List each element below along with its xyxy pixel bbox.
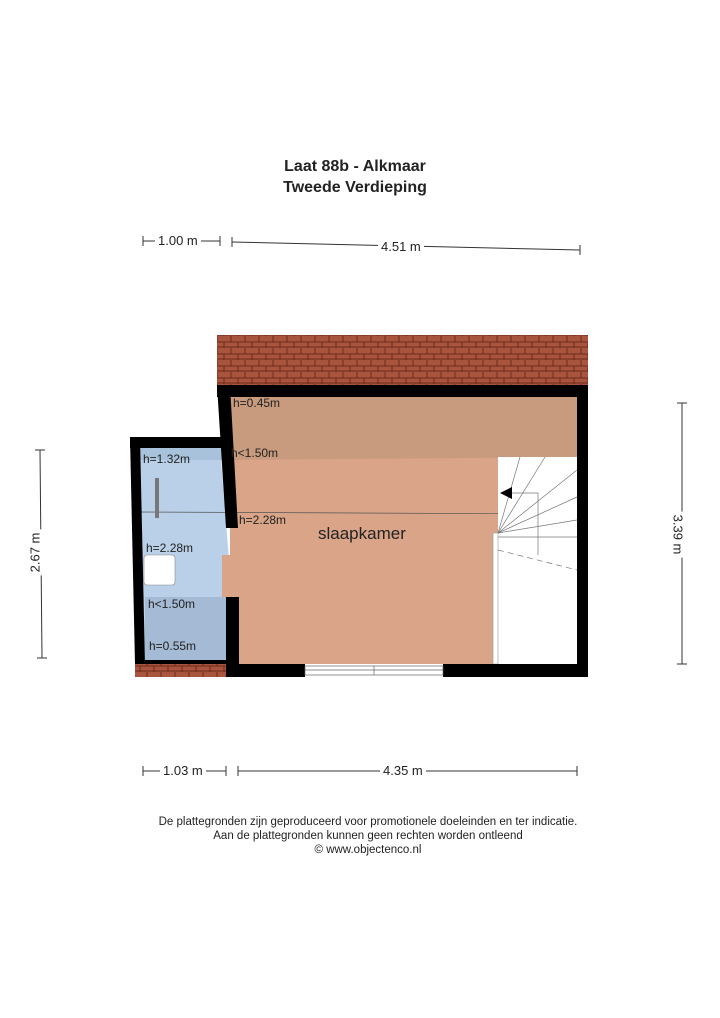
dim-left: 2.67 m <box>27 530 42 576</box>
dim-bottom-right: 4.35 m <box>380 763 426 778</box>
height-label: h<1.50m <box>148 597 196 611</box>
dim-top-left: 1.00 m <box>155 233 201 248</box>
height-label: h=1.32m <box>143 452 191 466</box>
copyright-link[interactable]: © www.objectenco.nl <box>314 844 422 856</box>
dim-bottom-left: 1.03 m <box>160 763 206 778</box>
disclaimer-line-2: Aan de plattegronden kunnen geen rechten worden ontleend <box>213 830 523 842</box>
height-label: h=2.28m <box>239 513 287 527</box>
height-label: h=0.45m <box>233 396 281 410</box>
window <box>305 666 443 675</box>
staircase[interactable] <box>493 457 577 664</box>
sloped-ceiling-zone <box>230 397 577 460</box>
plan-title: Laat 88b - Alkmaar <box>284 158 426 175</box>
height-label: h<1.50m <box>231 446 279 460</box>
dim-right: 3.39 m <box>670 512 685 558</box>
plan-subtitle: Tweede Verdieping <box>283 179 427 196</box>
disclaimer-line-1: De plattegronden zijn geproduceerd voor promotionele doeleinden en ter indicatie. <box>158 816 578 828</box>
dim-top-right: 4.51 m <box>378 239 424 254</box>
room-label-slaapkamer: slaapkamer <box>318 524 406 543</box>
height-label: h=2.28m <box>146 541 194 555</box>
height-label: h=0.55m <box>149 639 197 653</box>
roof-tiles <box>217 335 588 387</box>
shower-rail <box>155 478 159 518</box>
washbasin <box>144 555 175 585</box>
